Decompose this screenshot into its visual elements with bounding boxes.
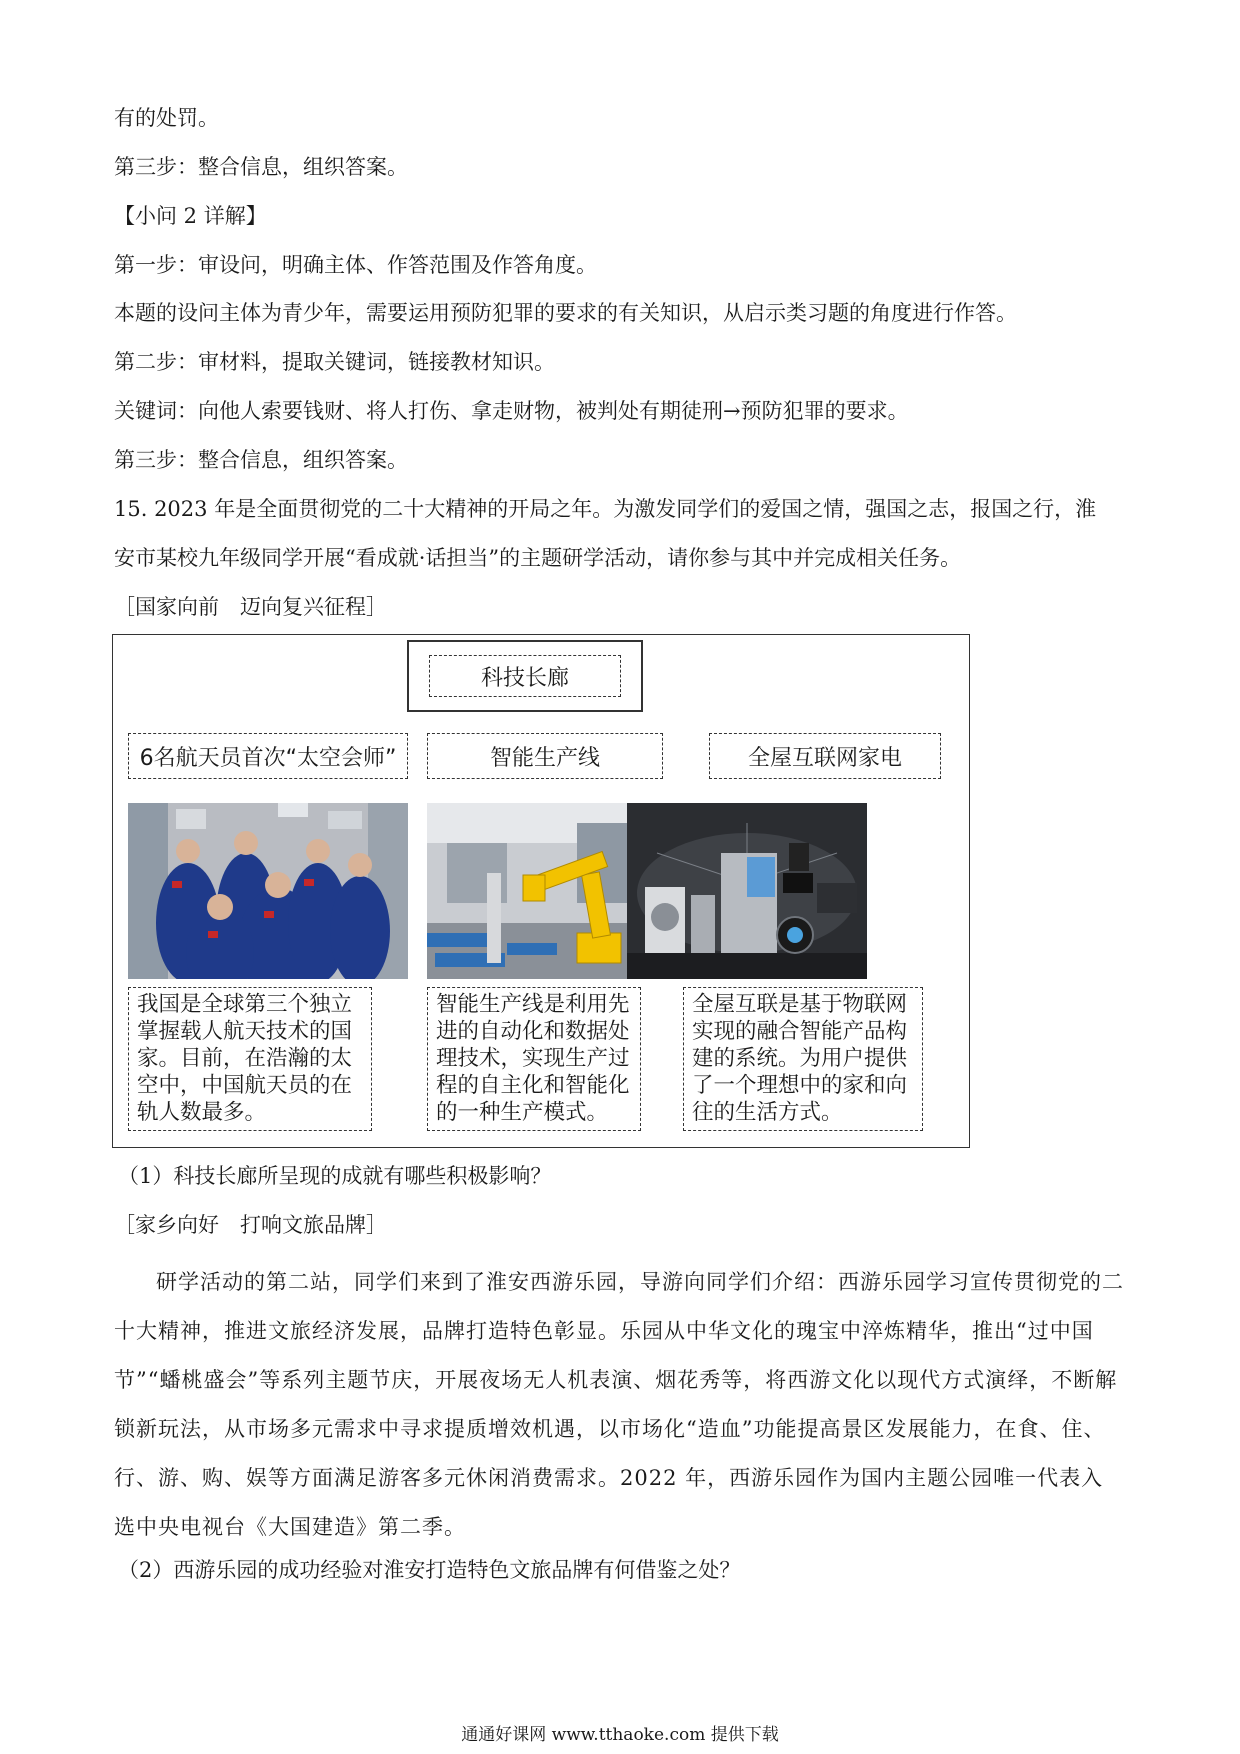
- tech-gallery-figure: [112, 634, 970, 1148]
- answer-line-3: 【小问 2 详解】: [114, 204, 267, 228]
- astronauts-photo: [128, 803, 408, 979]
- section-heading-2: ［家乡向好 打响文旅品牌］: [114, 1213, 387, 1237]
- answer-line-7: 关键词：向他人索要钱财、将人打伤、拿走财物，被判处有期徒刑→预防犯罪的要求。: [114, 399, 909, 423]
- column-label-production-line: 智能生产线: [427, 733, 663, 779]
- answer-line-5: 本题的设问主体为青少年，需要运用预防犯罪的要求的有关知识，从启示类习题的角度进行作答。: [114, 301, 1017, 325]
- sub-question-2: （2）西游乐园的成功经验对淮安打造特色文旅品牌有何借鉴之处？: [118, 1558, 741, 1582]
- smart-home-description: 全屋互联是基于物联网实现的融合智能产品构建的系统。为用户提供了一个理想中的家和向往的生活方式。: [683, 987, 923, 1131]
- column-label-smart-home: 全屋互联网家电: [709, 733, 941, 779]
- sub-question-1: （1）科技长廊所呈现的成就有哪些积极影响？: [118, 1164, 552, 1188]
- answer-line-8: 第三步：整合信息，组织答案。: [114, 448, 408, 472]
- page-footer: 通通好课网 www.tthaoke.com 提供下载: [461, 1725, 779, 1745]
- column-label-astronauts: 6名航天员首次“太空会师”: [128, 733, 408, 779]
- production-line-description: 智能生产线是利用先进的自动化和数据处理技术，实现生产过程的自主化和智能化的一种生产模式。: [427, 987, 641, 1131]
- figure-title-frame: [407, 640, 643, 712]
- material-paragraph: 研学活动的第二站，同学们来到了淮安西游乐园，导游向同学们介绍：西游乐园学习宣传贯彻党的二十大精神，推进文旅经济发展，品牌打造特色彰显。乐园从中华文化的瑰宝中淬炼精华，推出“过中国节”“蟠桃盛会”等系列主题节庆，开展夜场无人机表演、烟花秀等，将西游文化以现代方式演绎，不断解锁新玩法，从市场多元需求中寻求提质增效机遇，以市场化“造血”功能提高景区发展能力，在食、住、行、游、购、娱等方面满足游客多元休闲消费需求。2022 年，西游乐园作为国内主题公园唯一代表入选中央电视台《大国建造》第二季。: [114, 1270, 1124, 1539]
- answer-line-4: 第一步：审设问，明确主体、作答范围及作答角度。: [114, 253, 597, 277]
- answer-line-1: 有的处罚。: [114, 106, 219, 130]
- astronauts-description: 我国是全球第三个独立掌握载人航天技术的国家。目前，在浩瀚的太空中，中国航天员的在轨人数最多。: [128, 987, 372, 1131]
- figure-title: 科技长廊: [429, 655, 621, 697]
- question-15-line-2: 安市某校九年级同学开展“看成就·话担当”的主题研学活动，请你参与其中并完成相关任务。: [114, 546, 962, 570]
- answer-line-6: 第二步：审材料，提取关键词，链接教材知识。: [114, 350, 555, 374]
- section-heading-1: ［国家向前 迈向复兴征程］: [114, 595, 387, 619]
- question-15-line-1: 15. 2023 年是全面贯彻党的二十大精神的开局之年。为激发同学们的爱国之情，强国之志，报国之行，淮: [114, 497, 1097, 521]
- smart-appliances-photo: [627, 803, 867, 979]
- answer-line-2: 第三步：整合信息，组织答案。: [114, 155, 408, 179]
